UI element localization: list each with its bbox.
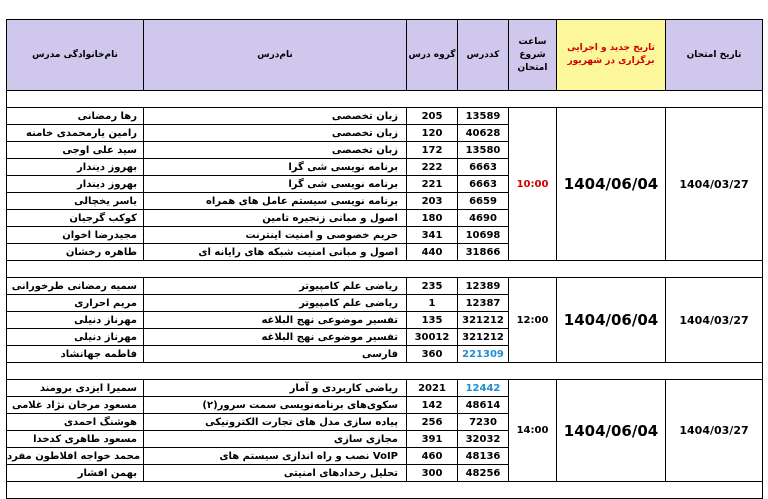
course-code-cell: 31866: [458, 244, 509, 261]
group-cell: 235: [407, 278, 458, 295]
teacher-cell: مریم احراری: [7, 295, 144, 312]
group-cell: 1: [407, 295, 458, 312]
separator-cell: [458, 261, 509, 278]
separator-cell: [7, 91, 144, 108]
separator-cell: [557, 363, 666, 380]
separator-cell: [557, 91, 666, 108]
course-code-cell: 12442: [458, 380, 509, 397]
course-name-cell: زبان تخصصی: [144, 142, 407, 159]
separator-cell: [407, 91, 458, 108]
teacher-cell: فاطمه جهانشاد: [7, 346, 144, 363]
separator-cell: [7, 363, 144, 380]
course-code-cell: 321212: [458, 312, 509, 329]
group-cell: 203: [407, 193, 458, 210]
table-row: [7, 380, 763, 397]
teacher-cell: سمیه رمضانی طرخورانی: [7, 278, 144, 295]
separator-cell: [144, 91, 407, 108]
header-group: گروه درس: [407, 20, 458, 91]
group-cell: 205: [407, 108, 458, 125]
course-name-cell: حریم خصوصی و امنیت اینترنت: [144, 227, 407, 244]
header-start-time: [509, 20, 557, 91]
group-cell: 2021: [407, 380, 458, 397]
course-code-cell: 4690: [458, 210, 509, 227]
header-row: [7, 20, 763, 91]
table-row: [7, 278, 763, 295]
course-name-cell: ریاضی علم کامپیوتر: [144, 278, 407, 295]
separator-cell: [407, 261, 458, 278]
header-start-time-text: ساعت شروع امتحان: [517, 36, 548, 73]
course-code-cell: 32032: [458, 431, 509, 448]
separator-cell: [557, 261, 666, 278]
course-code-cell: 40628: [458, 125, 509, 142]
teacher-cell: مهرناز دنیلی: [7, 312, 144, 329]
course-code-cell: 6663: [458, 159, 509, 176]
header-exam-date: تاریخ امتحان: [666, 20, 763, 91]
header-course-name: نام‌درس: [144, 20, 407, 91]
course-name-cell: پیاده سازی مدل های تجارت الکترونیکی: [144, 414, 407, 431]
group-cell: 142: [407, 397, 458, 414]
separator-cell: [407, 363, 458, 380]
exam-date-cell: 1404/03/27: [666, 380, 763, 482]
teacher-cell: بهمن افشار: [7, 465, 144, 482]
header-new-date-text: تاریخ جدید و اجرایی برگزاری در شهریور: [567, 43, 655, 66]
course-name-cell: ریاضی علم کامپیوتر: [144, 295, 407, 312]
course-name-cell: اصول و مبانی امنیت شبکه های رایانه ای: [144, 244, 407, 261]
teacher-cell: هوشنگ احمدی: [7, 414, 144, 431]
new-date-cell: 1404/06/04: [557, 380, 666, 482]
course-code-cell: 13589: [458, 108, 509, 125]
separator-cell: [509, 91, 557, 108]
exam-schedule-table: [6, 19, 763, 499]
start-time-cell: 14:00: [509, 380, 557, 482]
teacher-cell: رامین یارمحمدی خامنه: [7, 125, 144, 142]
group-cell: 135: [407, 312, 458, 329]
teacher-cell: سید علی اوجی: [7, 142, 144, 159]
new-date-cell: 1404/06/04: [557, 278, 666, 363]
course-name-cell: تحلیل رخدادهای امنیتی: [144, 465, 407, 482]
course-code-cell: 12387: [458, 295, 509, 312]
exam-date-cell: 1404/03/27: [666, 278, 763, 363]
teacher-cell: محمد خواجه افلاطون مفرد: [7, 448, 144, 465]
group-cell: 221: [407, 176, 458, 193]
teacher-cell: مسعود طاهری کدخدا: [7, 431, 144, 448]
course-code-cell: 13580: [458, 142, 509, 159]
group-cell: 120: [407, 125, 458, 142]
teacher-cell: کوکب گرجیان: [7, 210, 144, 227]
teacher-cell: مهرناز دنیلی: [7, 329, 144, 346]
group-cell: 440: [407, 244, 458, 261]
course-name-cell: زبان تخصصی: [144, 125, 407, 142]
separator-cell: [7, 261, 144, 278]
course-code-cell: 10698: [458, 227, 509, 244]
separator-cell: [666, 91, 763, 108]
teacher-cell: سمیرا ایزدی برومند: [7, 380, 144, 397]
course-code-cell: 12389: [458, 278, 509, 295]
teacher-cell: طاهره رخشان: [7, 244, 144, 261]
group-cell: 391: [407, 431, 458, 448]
course-name-cell: برنامه نویسی شی گرا: [144, 176, 407, 193]
course-name-cell: زبان تخصصی: [144, 108, 407, 125]
group-cell: 460: [407, 448, 458, 465]
course-code-cell: 48614: [458, 397, 509, 414]
course-code-cell: 321212: [458, 329, 509, 346]
course-code-cell: 48136: [458, 448, 509, 465]
group-cell: 222: [407, 159, 458, 176]
group-cell: 30012: [407, 329, 458, 346]
course-code-cell: 48256: [458, 465, 509, 482]
teacher-cell: بهروز دیندار: [7, 176, 144, 193]
course-name-cell: ریاضی کاربردی و آمار: [144, 380, 407, 397]
group-cell: 300: [407, 465, 458, 482]
separator-cell: [666, 261, 763, 278]
start-time-cell: 12:00: [509, 278, 557, 363]
section-separator: [7, 91, 763, 108]
exam-date-cell: 1404/03/27: [666, 108, 763, 261]
course-name-cell: اصول و مبانی زنجیره تامین: [144, 210, 407, 227]
header-new-date: [557, 20, 666, 91]
teacher-cell: مجیدرضا اخوان: [7, 227, 144, 244]
course-code-cell: 6663: [458, 176, 509, 193]
separator-cell: [666, 363, 763, 380]
course-name-cell: برنامه نویسی شی گرا: [144, 159, 407, 176]
course-code-cell: 6659: [458, 193, 509, 210]
course-name-cell: نصب و راه اندازی سیستم های VoIP: [144, 448, 407, 465]
start-time-cell: 10:00: [509, 108, 557, 261]
header-teacher: نام‌خانوادگی مدرس: [7, 20, 144, 91]
separator-cell: [144, 261, 407, 278]
section-separator: [7, 363, 763, 380]
group-cell: 180: [407, 210, 458, 227]
separator-cell: [458, 363, 509, 380]
header-code: کددرس: [458, 20, 509, 91]
teacher-cell: رها رمضانی: [7, 108, 144, 125]
group-cell: 360: [407, 346, 458, 363]
table-row: [7, 108, 763, 125]
teacher-cell: یاسر یخچالی: [7, 193, 144, 210]
section-separator: [7, 261, 763, 278]
group-cell: 172: [407, 142, 458, 159]
course-code-cell: 7230: [458, 414, 509, 431]
group-cell: 341: [407, 227, 458, 244]
separator-cell: [144, 363, 407, 380]
course-name-cell: فارسی: [144, 346, 407, 363]
course-name-cell: سکوی‌های برنامه‌نویسی سمت سرور(۲): [144, 397, 407, 414]
group-cell: 256: [407, 414, 458, 431]
separator-cell: [458, 91, 509, 108]
teacher-cell: مسعود مرخان نژاد غلامی: [7, 397, 144, 414]
course-code-cell: 221309: [458, 346, 509, 363]
course-name-cell: تفسیر موضوعی نهج البلاغه: [144, 329, 407, 346]
course-name-cell: برنامه نویسی سیستم عامل های همراه: [144, 193, 407, 210]
course-name-cell: تفسیر موضوعی نهج البلاغه: [144, 312, 407, 329]
separator-cell: [509, 363, 557, 380]
course-name-cell: مجازی سازی: [144, 431, 407, 448]
new-date-cell: 1404/06/04: [557, 108, 666, 261]
teacher-cell: بهروز دیندار: [7, 159, 144, 176]
separator-cell: [509, 261, 557, 278]
